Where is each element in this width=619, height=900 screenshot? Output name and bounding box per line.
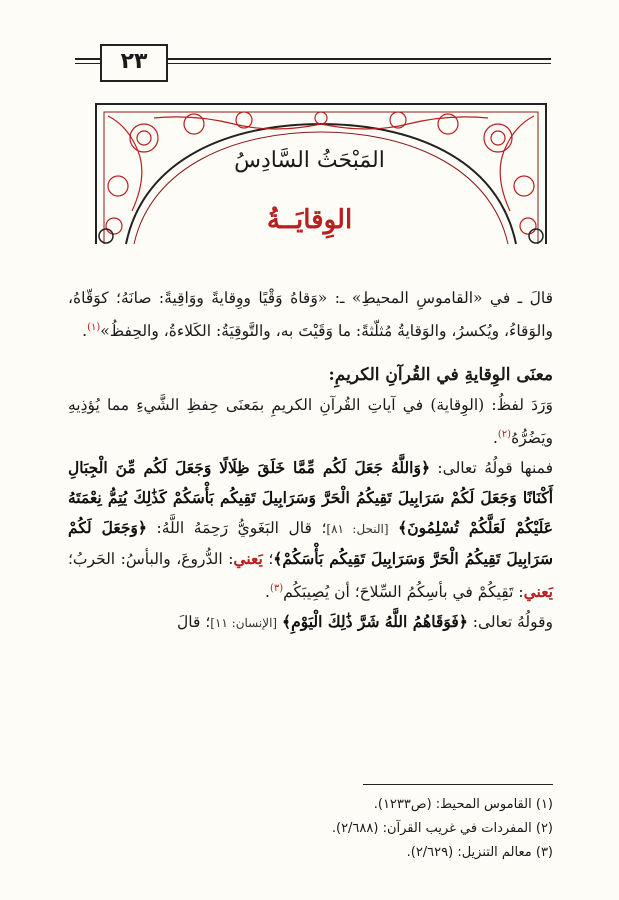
- quran-verse: ﴿وَاللَّهُ جَعَلَ لَكُم مِّمَّا خَلَقَ ظِلَالًا وَجَعَلَ لَكُم مِّنَ الْجِبَالِ أَكْنَانًا وَجَعَلَ لَكُمْ سَرَابِيلَ تَقِيكُمُ الْحَرَّ وَسَرَابِيلَ تَقِيكُم بَأْسَكُمْ كَذَٰلِكَ يُتِمُّ نِعْمَتَهُ عَلَيْكُمْ لَعَلَّكُمْ تُسْلِمُونَ﴾: [68, 458, 554, 538]
- section-title: الوِقايَــةُ: [266, 205, 353, 235]
- paragraph-text: : تَقِيكُمْ في بأسِكُمُ السِّلاحَ؛ أن يُصِيبَكُم: [283, 583, 524, 602]
- quran-verse: ﴿فَوَقَاهُمُ اللَّهُ شَرَّ ذَٰلِكَ الْيَوْمِ﴾: [282, 612, 468, 632]
- verse-reference: [النحل: ٨١]: [326, 522, 389, 537]
- section-subtitle: المَبْحَثُ السَّادِسُ: [234, 148, 385, 173]
- highlight-word: يَعني: [523, 582, 553, 602]
- subheading: معنَى الوِقايةِ في القُرآنِ الكريمِ:: [328, 365, 553, 386]
- paragraph-text: وقولُهُ تعالى:: [467, 613, 553, 632]
- footnote-divider: [363, 784, 553, 785]
- paragraph: قالَ ـ في «القاموسِ المحيطِ» ـ: «وَقاهُ وَقْيًا ووِقايةً ووَاقِيةً: صانَهُ؛ كوَقّاهُ، والوَقاءُ، ويُكسرُ، والوَقايةُ مُثلّثةً: ما وَقَيْتَ به، والتَّوقِيَةُ: الكَلاءةُ، والحِفظُ»$^{(١)}$.: [68, 289, 553, 341]
- paragraph-text: ؛ قال البَغَويُّ رَحِمَهُ اللَّهُ:: [146, 519, 327, 538]
- paragraph-text: : الدُّروعَ، والبأسُ: الحَربُ؛: [68, 550, 234, 569]
- footnote-ref: (٣): [269, 583, 284, 595]
- verse-reference: [الإنسان: ١١]: [210, 616, 278, 631]
- highlight-word: يَعني: [233, 549, 263, 569]
- paragraph-text: فمنها قولُهُ تعالى:: [430, 459, 553, 478]
- footnote: (١) القاموس المحيط: (ص١٢٣٣).: [373, 797, 553, 812]
- page-number: ٢٣: [100, 44, 168, 82]
- quran-verse: ﴿وَجَعَلَ لَكُمْ سَرَابِيلَ تَقِيكُمُ الْحَرَّ وَسَرَابِيلَ تَقِيكُم بَأْسَكُمْ﴾: [68, 518, 553, 569]
- footnotes: [68, 784, 553, 865]
- footnote-ref: (١): [87, 322, 101, 333]
- footnote-ref: (٢): [497, 429, 512, 441]
- paragraph: [68, 607, 553, 638]
- paragraph-text: قالَ ـ في «القاموسِ المحيطِ» ـ: «وَقاهُ وَقْيًا ووِقايةً ووَاقِيةً: صانَهُ؛ كوَقّاهُ، والوَقاءُ، ويُكسرُ، والوَقايةُ مُثلّثةً: ما وَقَيْتَ به، والتَّوقِيَةُ: الكَلاءةُ، والحِفظُ»: [68, 289, 553, 341]
- paragraph: وَرَدَ لفظُ: (الوِقاية) في آياتِ القُرآنِ الكريمِ بمَعنَى حِفظِ الشَّيءِ مما يُؤذِيهِ ويَضُرُّهُ$^{(٢)}$.: [68, 396, 553, 448]
- footnote: (٣) معالم التنزيل: (٢/٦٢٩).: [406, 845, 553, 860]
- main-text: [68, 283, 553, 638]
- paragraph-text: وَرَدَ لفظُ: (الوِقاية) في آياتِ القُرآنِ الكريمِ بمَعنَى حِفظِ الشَّيءِ مما يُؤذِيهِ ويَضُرُّهُ: [68, 396, 553, 448]
- paragraph: فمنها قولُهُ تعالى: ﴿وَاللَّهُ جَعَلَ لَكُم مِّمَّا خَلَقَ ظِلَالًا وَجَعَلَ لَكُم مِّنَ الْجِبَالِ أَكْنَانًا وَجَعَلَ لَكُمْ سَرَابِيلَ تَقِيكُمُ الْحَرَّ وَسَرَابِيلَ تَقِيكُم بَأْسَكُمْ كَذَٰلِكَ يُتِمُّ نِعْمَتَهُ عَلَيْكُمْ لَعَلَّكُمْ تُسْلِمُونَ﴾ [النحل: ٨١]؛ قال البَغَويُّ رَحِمَهُ اللَّهُ: ﴿وَجَعَلَ لَكُمْ سَرَابِيلَ تَقِيكُمُ الْحَرَّ وَسَرَابِيلَ تَقِيكُم بَأْسَكُمْ﴾؛ يَعني: الدُّروعَ، والبأسُ: الحَربُ؛ يَعني: تَقِيكُمْ في بأسِكُمُ السِّلاحَ؛ أن يُصِيبَكُم$^{(٣)}$.: [68, 458, 554, 602]
- footnote: (٢) المفردات في غريب القرآن: (٢/٦٨٨).: [331, 821, 553, 836]
- paragraph-text: ؛ قالَ: [177, 613, 211, 632]
